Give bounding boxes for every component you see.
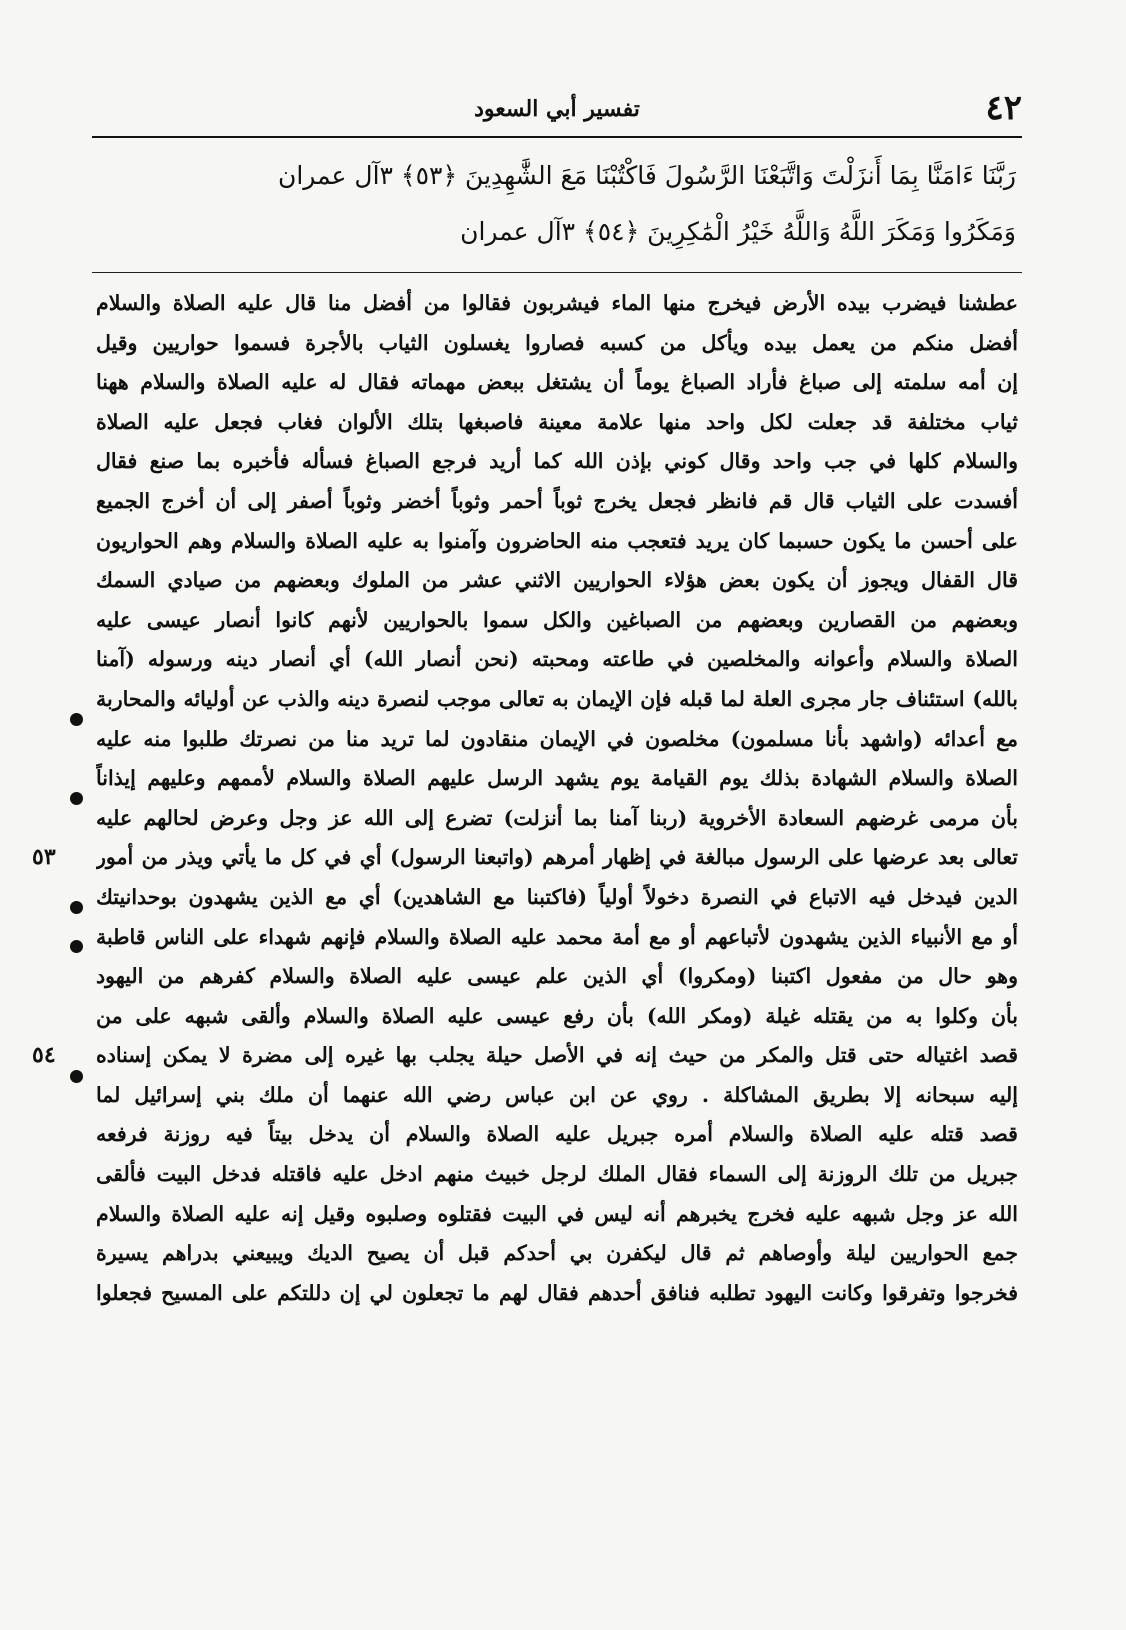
text-line: قصد اغتياله حتى قتل والمكر من حيث إنه في الأصل حيلة يجلب بها غيره إلى مضرة لا يمكن إسناده <box>96 1043 1018 1068</box>
text-line: عطشنا فيضرب بيده الأرض فيخرج منها الماء فيشربون فقالوا من أفضل منا قال عليه الصلاة والسلام <box>96 291 1018 315</box>
margin-verse-number-53: ٥٣ <box>32 844 56 870</box>
text-line: تعالى بعد عرضها على الرسول مبالغة في إظهار أمرهم (واتبعنا الرسول) أي في كل ما يأتي ويذر من أمور <box>96 845 1018 870</box>
bullet-marker <box>70 792 83 805</box>
text-line: أفضل منكم من يعمل بيده ويأكل من كسبه فصاروا يغسلون الثياب بالأجرة فسموا حواريين وقيل <box>96 330 1018 355</box>
verse-54: وَمَكَرُوا وَمَكَرَ اللَّهُ وَاللَّهُ خَيْرُ الْمَٰكِرِينَ ﴿٥٤﴾ ٣آل عمران <box>460 217 1016 246</box>
text-line: جبريل من تلك الروزنة إلى السماء فقال الملك لرجل خبيث منهم ادخل عليه فاقتله فدخل البيت فألقى <box>96 1162 1018 1187</box>
text-line: قال القفال ويجوز أن يكون بعض هؤلاء الحواريين الاثني عشر من الملوك وبعضهم من صيادي السمك <box>96 568 1018 593</box>
text-line: وبعضهم من القصارين وبعضهم من الصباغين والكل سموا بالحواريين لأنهم كانوا أنصار عيسى عليه <box>96 607 1018 632</box>
bullet-marker <box>70 940 83 953</box>
text-line: الدين فيدخل فيه الاتباع في النصرة دخولاً أولياً (فاكتبنا مع الشاهدين) أي مع الذين يشهدون بوحدانيتك <box>96 884 1018 909</box>
page-title: تفسير أبي السعود <box>474 96 640 122</box>
page-number: ٤٢ <box>985 88 1022 128</box>
text-line: بالله) استئناف جار مجرى العلة لما قبله فإن الإيمان به تعالى موجب لنصرة دينه والذب عن أوليائه والمحاربة <box>96 686 1018 711</box>
header-rule <box>92 136 1022 138</box>
bullet-marker <box>70 713 83 726</box>
text-line: الله عز وجل شبهه عليه فخرج يخبرهم أنه ليس في البيت فقتلوه وصلبوه وقيل إنه عليه الصلاة والسلام <box>96 1201 1018 1226</box>
text-line: وهو حال من مفعول اكتبنا (ومكروا) أي الذين علم عيسى عليه الصلاة والسلام كفرهم من اليهود <box>96 964 1018 989</box>
text-line: جمع الحواريين ليلة وأوصاهم ثم قال ليكفرن بي أحدكم قبل أن يصيح الديك ويبيعني بدراهم يسيرة <box>96 1241 1018 1266</box>
text-line: الصلاة والسلام الشهادة بذلك يوم القيامة يوم يشهد الرسل عليهم الصلاة والسلام لأممهم وعليهم إيذاناً <box>96 766 1018 791</box>
text-line: بأن مرمى غرضهم السعادة الأخروية (ربنا آمنا بما أنزلت) تضرع إلى الله عز وجل وعرض لحالهم عليه <box>96 805 1018 830</box>
page-header <box>92 88 1022 140</box>
bullet-marker <box>70 1070 83 1083</box>
bullet-marker <box>70 901 83 914</box>
text-line: على أحسن ما يكون حسبما كان يريد فتعجب منه الحاضرون وآمنوا به عليه الصلاة والسلام وهم الحواريون <box>96 528 1018 553</box>
text-line: الصلاة والسلام وأعوانه والمخلصين في طاعته ومحبته (نحن أنصار الله) أي أنصار دينه ورسوله (آمنا <box>96 647 1018 672</box>
text-line: أو مع الأنبياء الذين يشهدون لأتباعهم أو مع أمة محمد عليه الصلاة والسلام فإنهم شهداء على الناس قاطبة <box>96 924 1018 949</box>
text-line: ثياب مختلفة قد جعلت لكل واحد منها علامة معينة فاصبغها بتلك الألوان فغاب فجعل عليه الصلاة <box>96 409 1018 434</box>
text-line: والسلام كلها في جب واحد وقال كوني بإذن الله كما أريد فرجع الصباغ فسأله فأخبره بما صنع فقال <box>96 449 1018 474</box>
quran-verses <box>96 150 1016 262</box>
verse-divider <box>92 272 1022 273</box>
text-line: بأن وكلوا به من يقتله غيلة (ومكر الله) بأن رفع عيسى عليه الصلاة والسلام وألقى شبهه على من <box>96 1003 1018 1028</box>
text-line: أفسدت على الثياب قال قم فانظر فجعل يخرج ثوباً أحمر وثوباً أخضر وثوباً أصفر إلى أن أخرج الجميع <box>96 488 1018 513</box>
margin-verse-number-54: ٥٤ <box>32 1042 56 1068</box>
text-line: مع أعدائه (واشهد بأنا مسلمون) مخلصون في الإيمان منقادون لما تريد منا من نصرتك طلبوا منه عليه <box>96 726 1018 751</box>
verse-53: رَبَّنَا ءَامَنَّا بِمَا أَنزَلْتَ وَاتَّبَعْنَا الرَّسُولَ فَاكْتُبْنَا مَعَ الشَّٰهِدِينَ ﴿٥٣﴾ ٣آل عمران <box>278 161 1016 190</box>
text-line: إليه سبحانه إلا بطريق المشاكلة . روي عن ابن عباس رضي الله عنهما أن ملك بني إسرائيل لما <box>96 1082 1018 1107</box>
text-line: فخرجوا وتفرقوا وكانت اليهود تطلبه فنافق أحدهم فقال لهم ما تجعلون لي إن دللتكم على المسيح فجعلوا <box>96 1280 1018 1305</box>
text-line: إن أمه سلمته إلى صباغ فأراد الصباغ يوماً أن يشتغل ببعض مهماته فقال له عليه الصلاة والسلام ههنا <box>96 370 1018 395</box>
text-line: قصد قتله عليه الصلاة والسلام أمره جبريل عليه الصلاة والسلام أن يدخل بيتاً فيه روزنة فرفعه <box>96 1122 1018 1147</box>
commentary-text <box>96 284 1018 1313</box>
